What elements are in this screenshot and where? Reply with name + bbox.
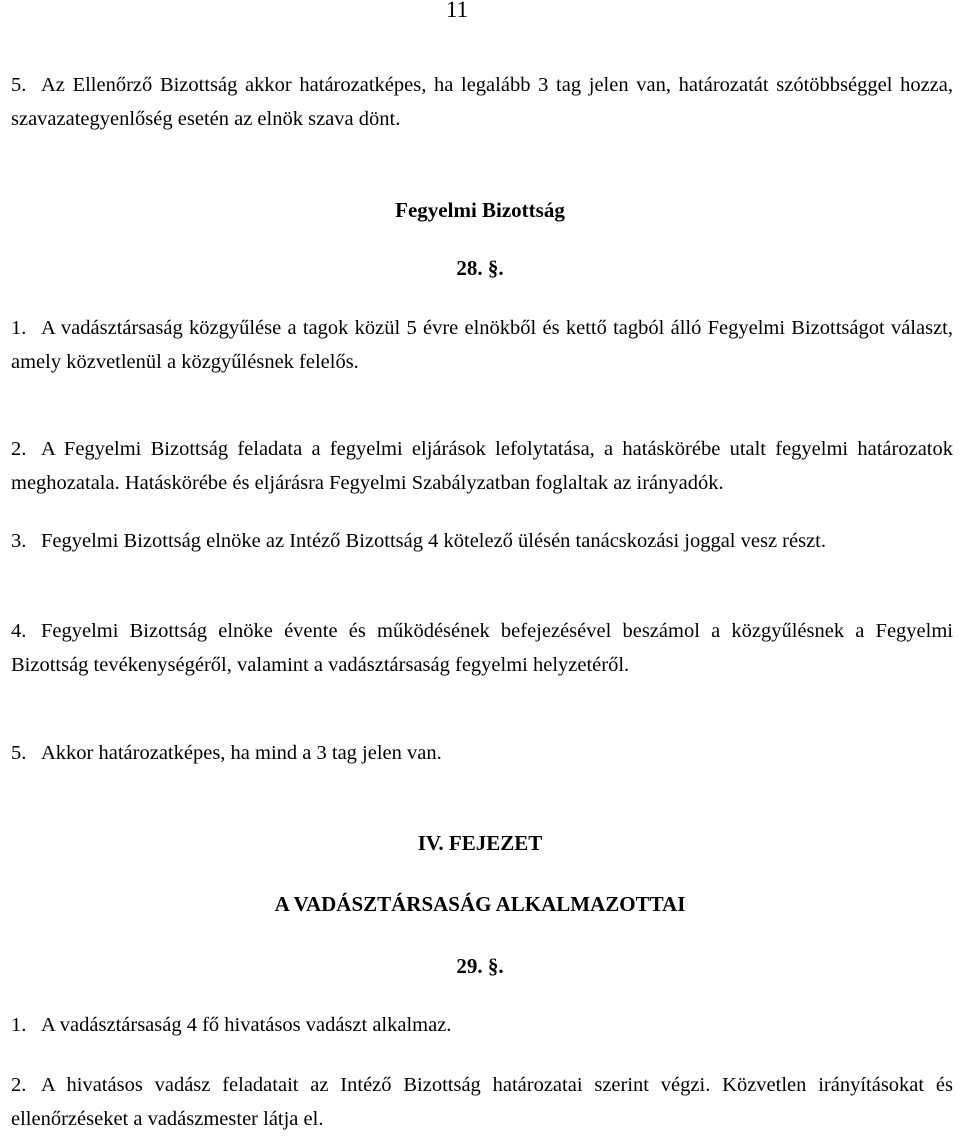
item-text: A hivatásos vadász feladatait az Intéző Bizottság határozatai szerint végzi. Közvetlen irányításokat és ellenőrzéseket a vadászmester látja el. xyxy=(11,1074,953,1130)
item-text: Akkor határozatképes, ha mind a 3 tag jelen van. xyxy=(41,742,442,764)
item-text: Az Ellenőrző Bizottság akkor határozatképes, ha legalább 3 tag jelen van, határozatát szótöbbséggel hozza, szavazategyenlőség esetén az elnök szava dönt. xyxy=(11,74,953,130)
item-number: 1. xyxy=(11,317,27,339)
list-item xyxy=(11,737,953,771)
chapter-number: IV. FEJEZET xyxy=(417,831,543,855)
list-item xyxy=(11,1069,953,1136)
list-item xyxy=(11,525,953,559)
item-text: A Fegyelmi Bizottság feladata a fegyelmi eljárások lefolytatása, a hatáskörébe utalt fegyelmi határozatok meghozatala. Hatáskörébe és eljárásra Fegyelmi Szabályzatban foglaltak az irányadók. xyxy=(11,438,953,494)
item-number: 1. xyxy=(11,1014,27,1036)
item-number: 3. xyxy=(11,530,27,552)
chapter-title: A VADÁSZTÁRSASÁG ALKALMAZOTTAI xyxy=(274,892,686,916)
list-item xyxy=(11,1009,953,1043)
list-item xyxy=(11,312,953,379)
paragraph-mark: 29. §. xyxy=(456,954,504,978)
item-text: Fegyelmi Bizottság elnöke évente és működésének befejezésével beszámol a közgyűlésnek a Fegyelmi Bizottság tevékenységéről, valamint a vadásztársaság fegyelmi helyzetéről. xyxy=(11,620,953,676)
item-text: A vadásztársaság közgyűlése a tagok közül 5 évre elnökből és kettő tagból álló Fegyelmi Bizottságot választ, amely közvetlenül a közgyűlésnek felelős. xyxy=(11,317,953,373)
item-number: 5. xyxy=(11,74,27,96)
list-item xyxy=(11,69,953,136)
list-item xyxy=(11,615,953,682)
list-item xyxy=(11,433,953,500)
section-heading: Fegyelmi Bizottság xyxy=(395,198,565,222)
paragraph-mark: 28. §. xyxy=(456,256,504,280)
item-number: 2. xyxy=(11,1074,27,1096)
item-number: 5. xyxy=(11,742,27,764)
item-text: A vadásztársaság 4 fő hivatásos vadászt alkalmaz. xyxy=(41,1014,452,1036)
item-number: 2. xyxy=(11,438,27,460)
item-number: 4. xyxy=(11,620,27,642)
item-text: Fegyelmi Bizottság elnöke az Intéző Bizottság 4 kötelező ülésén tanácskozási joggal vesz részt. xyxy=(41,530,827,552)
page-number: 11 xyxy=(446,0,469,22)
